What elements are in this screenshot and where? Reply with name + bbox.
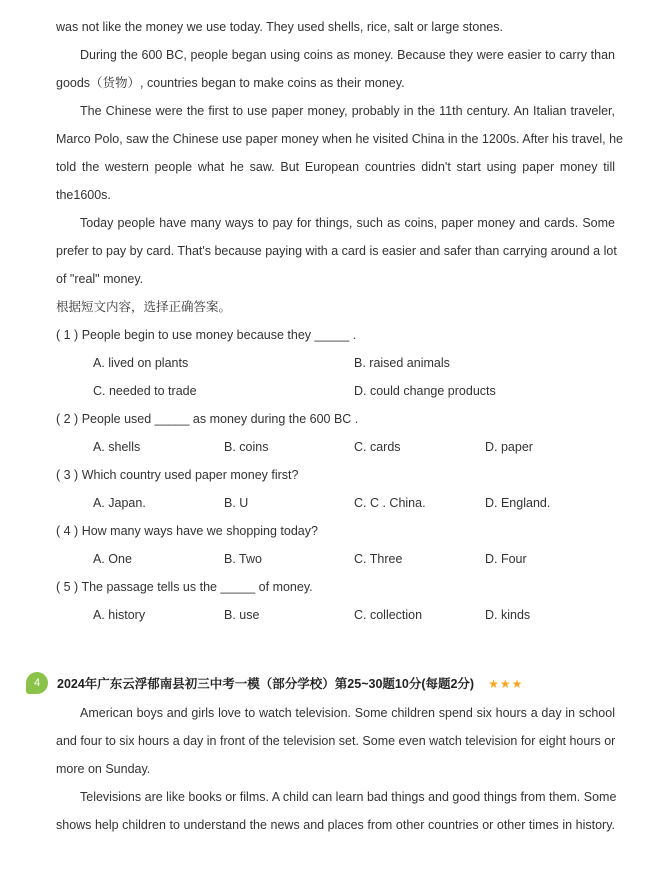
option-c: C. needed to trade [93,384,197,398]
difficulty-stars: ★★★ [488,677,524,691]
section-number-badge: 4 [26,672,48,694]
option-c: C. cards [354,440,401,454]
option-a: A. Japan. [93,496,146,510]
option-d: D. Four [485,552,527,566]
passage-line: Today people have many ways to pay for things, such as coins, paper money and cards. Some [80,216,615,230]
passage-line: The Chinese were the first to use paper money, probably in the 11th century. An Italian traveler, [80,104,615,118]
passage-line: the1600s. [56,188,111,202]
option-b: B. U [224,496,249,510]
option-c: C. Three [354,552,403,566]
option-a: A. lived on plants [93,356,189,370]
passage-line: goods（货物）, countries began to make coins as their money. [56,76,405,90]
passage-line: told the western people what he saw. But European countries didn't start using paper money till [56,160,615,174]
passage-line: American boys and girls love to watch television. Some children spend six hours a day in school [80,706,615,720]
passage-line: Televisions are like books or films. A child can learn bad things and good things from them. Some [80,790,617,804]
passage-line: more on Sunday. [56,762,151,776]
section-title: 2024年广东云浮郁南县初三中考一模（部分学校）第25~30题10分(每题2分) [57,677,475,691]
option-d: D. England. [485,496,551,510]
option-b: B. use [224,608,260,622]
passage-line: During the 600 BC, people began using coins as money. Because they were easier to carry than [80,48,615,62]
passage-line: of "real" money. [56,272,144,286]
passage-line: and four to six hours a day in front of the television set. Some even watch television for eight hours or [56,734,616,748]
option-c: C. collection [354,608,423,622]
section-heading [57,670,523,698]
option-d: D. paper [485,440,533,454]
instruction-text: 根据短文内容，选择正确答案。 [56,300,232,314]
passage-line: Marco Polo, saw the Chinese use paper money when he visited China in the 1200s. After his travel, he [56,132,623,146]
question-stem: ( 5 ) The passage tells us the _____ of money. [56,580,313,594]
passage-line: prefer to pay by card. That's because paying with a card is easier and safer than carrying around a lot [56,244,617,258]
option-d: D. could change products [354,384,496,398]
option-b: B. Two [224,552,262,566]
option-a: A. One [93,552,132,566]
passage-line: shows help children to understand the news and places from other countries or other times in history. [56,818,615,832]
option-c: C. C . China. [354,496,426,510]
question-stem: ( 3 ) Which country used paper money first? [56,468,299,482]
option-d: D. kinds [485,608,531,622]
option-a: A. shells [93,440,141,454]
option-b: B. raised animals [354,356,450,370]
option-b: B. coins [224,440,269,454]
passage-line: was not like the money we use today. They used shells, rice, salt or large stones. [56,20,503,34]
question-stem: ( 4 ) How many ways have we shopping today? [56,524,318,538]
question-stem: ( 2 ) People used _____ as money during the 600 BC . [56,412,359,426]
option-a: A. history [93,608,146,622]
question-stem: ( 1 ) People begin to use money because they _____ . [56,328,357,342]
